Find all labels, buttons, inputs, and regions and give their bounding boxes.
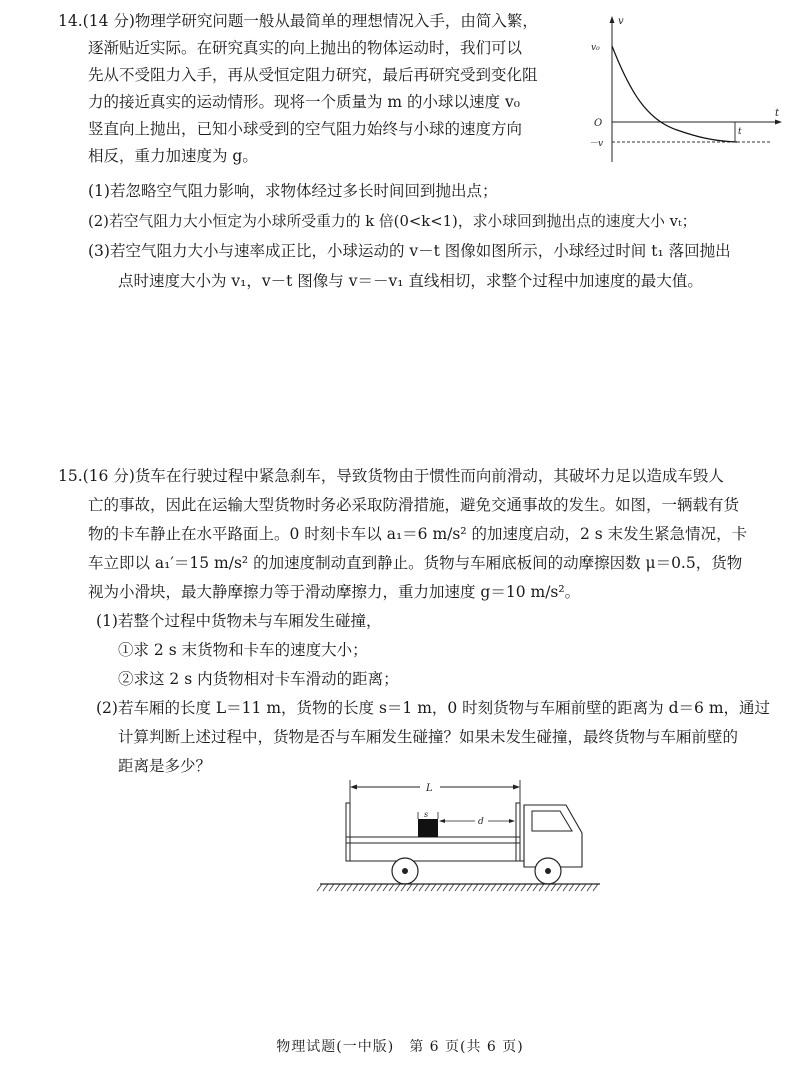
q15-part-1a: ①求 2 s 末货物和卡车的速度大小； (118, 641, 368, 659)
q14-part-1: (1)若忽略空气阻力影响，求物体经过多长时间回到抛出点； (88, 182, 498, 200)
ground-hatching (317, 884, 598, 891)
hatch-line (509, 884, 514, 891)
truck-figure (310, 775, 610, 900)
q14-score: (14 分) (82, 12, 135, 30)
v-axis-arrow (610, 16, 615, 23)
hatch-line (533, 884, 538, 891)
hatch-line (395, 884, 400, 891)
hatch-line (497, 884, 502, 891)
hatch-line (425, 884, 430, 891)
t1-label: t (738, 127, 742, 137)
hatch-line (341, 884, 346, 891)
hatch-line (335, 884, 340, 891)
hatch-line (545, 884, 550, 891)
L-arrowhead-left (350, 785, 357, 790)
origin-label: O (594, 118, 603, 129)
q15-line-2: 亡的事故，因此在运输大型货物时务必采取防滑措施，避免交通事故的发生。如图，一辆载有货 (88, 496, 740, 514)
q14-number: 14. (58, 12, 83, 30)
d-arrowhead-right (509, 819, 515, 823)
q15-line-5: 视为小滑块，最大静摩擦力等于滑动摩擦力，重力加速度 g＝10 m/s²。 (88, 583, 581, 601)
hatch-line (383, 884, 388, 891)
cab-window (532, 811, 572, 831)
v0-label: v₀ (591, 43, 600, 53)
L-arrowhead-right (513, 785, 520, 790)
d-label: d (478, 817, 484, 827)
neg-v-label: －v (589, 139, 604, 149)
q15-part-1: (1)若整个过程中货物未与车厢发生碰撞， (96, 612, 382, 630)
t-axis-label: t (775, 108, 780, 119)
hatch-line (569, 884, 574, 891)
q14-line-3: 先从不受阻力入手，再从受恒定阻力研究，最后再研究受到变化阻 (88, 66, 538, 84)
hatch-line (521, 884, 526, 891)
t-axis-arrow (775, 120, 782, 125)
hatch-line (365, 884, 370, 891)
bed-rear-wall (346, 803, 350, 861)
q14-part-3-line-2: 点时速度大小为 v₁，v－t 图像与 v＝－v₁ 直线相切，求整个过程中加速度的最大值。 (118, 272, 703, 290)
hatch-line (377, 884, 382, 891)
hatch-line (455, 884, 460, 891)
q14-line-1: 14.(14 分)物理学研究问题一般从最简单的理想情况入手，由简入繁， (58, 12, 538, 30)
hatch-line (587, 884, 592, 891)
hatch-line (563, 884, 568, 891)
hatch-line (329, 884, 334, 891)
hatch-line (527, 884, 532, 891)
hatch-line (323, 884, 328, 891)
q14-part-3-line-1: (3)若空气阻力大小与速率成正比，小球运动的 v－t 图像如图所示，小球经过时间 t₁ 落回抛出 (88, 242, 731, 260)
d-arrowhead-left (439, 819, 445, 823)
cargo-block (418, 819, 438, 837)
hatch-line (581, 884, 586, 891)
page-footer: 物理试题(一中版) 第 6 页(共 6 页) (276, 1039, 524, 1055)
q14-intro (58, 8, 594, 170)
front-wheel-hub (545, 868, 551, 874)
hatch-line (443, 884, 448, 891)
vt-curve (612, 46, 737, 142)
q14-line-4: 力的接近真实的运动情形。现将一个质量为 m 的小球以速度 v₀ (88, 93, 520, 111)
q15-line-3: 物的卡车静止在水平路面上。0 时刻卡车以 a₁＝6 m/s² 的加速度启动，2 s 末发生紧急情况，卡 (88, 525, 748, 543)
hatch-line (419, 884, 424, 891)
hatch-line (467, 884, 472, 891)
hatch-line (485, 884, 490, 891)
hatch-line (371, 884, 376, 891)
hatch-line (347, 884, 352, 891)
hatch-line (413, 884, 418, 891)
v-axis-label: v (618, 16, 624, 27)
hatch-line (437, 884, 442, 891)
hatch-line (407, 884, 412, 891)
hatch-line (551, 884, 556, 891)
hatch-line (359, 884, 364, 891)
bed-floor (346, 837, 520, 843)
hatch-line (593, 884, 598, 891)
hatch-line (461, 884, 466, 891)
L-label: L (426, 783, 433, 794)
hatch-line (431, 884, 436, 891)
hatch-line (317, 884, 322, 891)
q15-part-2-line-2: 计算判断上述过程中，货物是否与车厢发生碰撞？如果未发生碰撞，最终货物与车厢前壁的 (118, 728, 739, 746)
s-label: s (424, 810, 429, 819)
vt-graph (585, 12, 785, 172)
hatch-line (473, 884, 478, 891)
hatch-line (449, 884, 454, 891)
hatch-line (503, 884, 508, 891)
hatch-line (491, 884, 496, 891)
question-15 (58, 462, 788, 781)
rear-wheel-hub (402, 868, 408, 874)
hatch-line (539, 884, 544, 891)
hatch-line (515, 884, 520, 891)
bed-front-wall (516, 803, 520, 861)
q15-part-2-line-1: (2)若车厢的长度 L＝11 m，货物的长度 s＝1 m，0 时刻货物与车厢前壁的距离为 d＝6 m，通过 (96, 699, 771, 717)
q15-line-1: 15.(16 分)货车在行驶过程中紧急刹车，导致货物由于惯性而向前滑动，其破坏力足以造成车毁人 (58, 467, 724, 485)
q15-part-1b: ②求这 2 s 内货物相对卡车滑动的距离； (118, 670, 399, 688)
q15-line-4: 车立即以 a₁′＝15 m/s² 的加速度制动直到静止。货物与车厢底板间的动摩擦因数 μ＝0.5，货物 (88, 554, 743, 572)
q14-part-2: (2)若空气阻力大小恒定为小球所受重力的 k 倍(0<k<1)，求小球回到抛出点的速度大小 vₜ； (88, 213, 697, 230)
q14-line-5: 竖直向上抛出，已知小球受到的空气阻力始终与小球的速度方向 (88, 120, 523, 138)
hatch-line (353, 884, 358, 891)
hatch-line (575, 884, 580, 891)
q14-line-2: 逐渐贴近实际。在研究真实的向上抛出的物体运动时，我们可以 (88, 39, 523, 57)
hatch-line (479, 884, 484, 891)
hatch-line (557, 884, 562, 891)
hatch-line (401, 884, 406, 891)
q14-line-6: 相反，重力加速度为 g。 (88, 147, 258, 165)
hatch-line (389, 884, 394, 891)
q15-part-2-line-3: 距离是多少？ (118, 757, 212, 775)
truck-cab (524, 805, 582, 867)
